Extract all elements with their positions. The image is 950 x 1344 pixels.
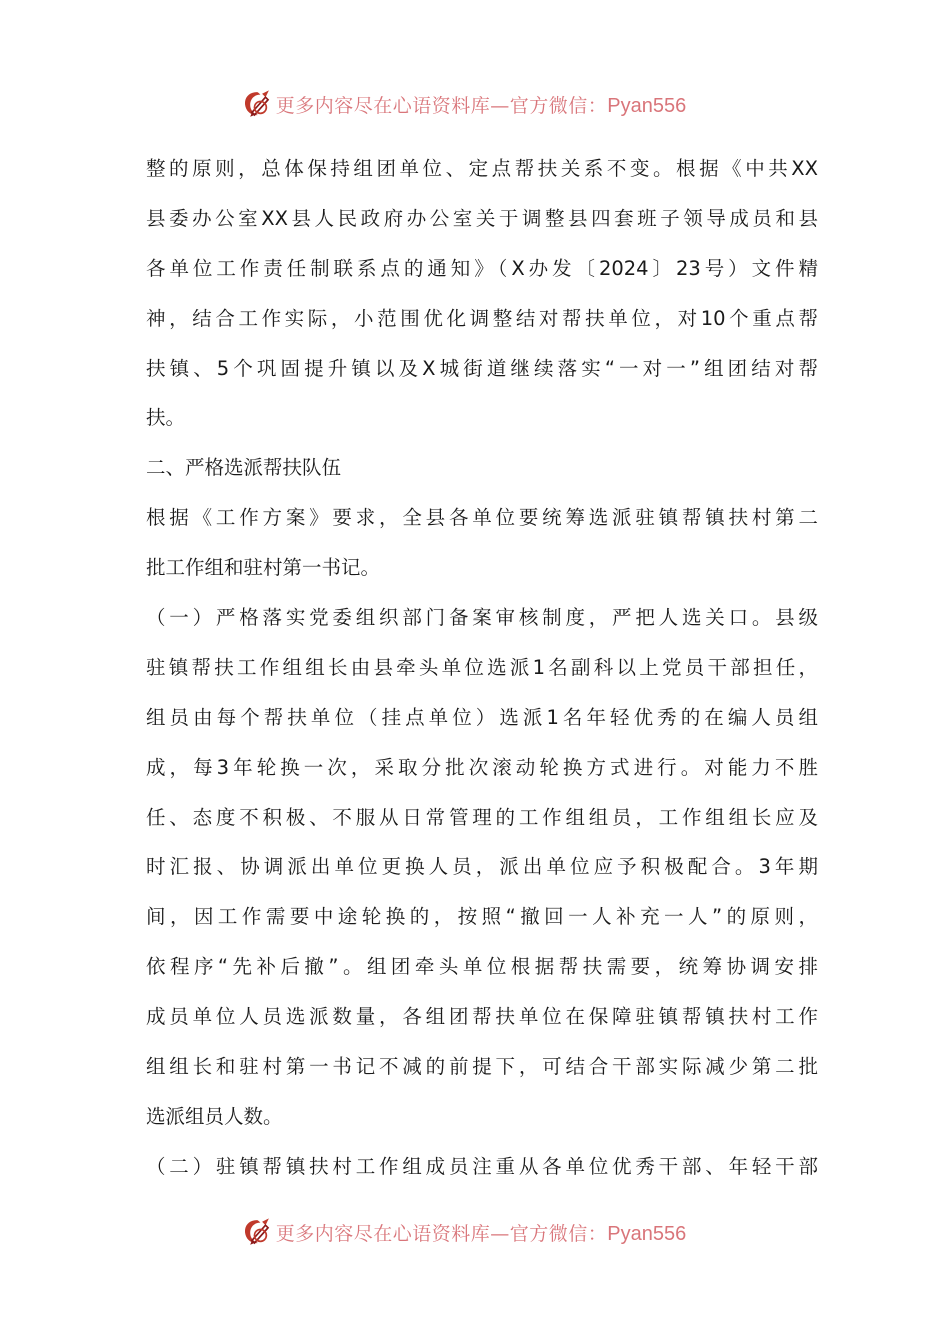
text-line: 时汇报、协调派出单位更换人员，派出单位应予积极配合。3年期 xyxy=(146,855,818,879)
text-line: 扶镇、5个巩固提升镇以及X城街道继续落实“一对一”组团结对帮 xyxy=(146,356,818,380)
text-line: 整的原则，总体保持组团单位、定点帮扶关系不变。根据《中共XX xyxy=(146,157,818,180)
text-line: 县委办公室XX县人民政府办公室关于调整县四套班子领导成员和县 xyxy=(146,206,818,230)
text-line: 任、态度不积极、不服从日常管理的工作组组员，工作组组长应及 xyxy=(146,805,818,829)
text-line: 扶。 xyxy=(146,406,186,430)
text-line: 驻镇帮扶工作组组长由县牵头单位选派1名副科以上党员干部担任， xyxy=(146,655,818,679)
wechat-id: Pyan556 xyxy=(607,1222,687,1245)
banner-text: 更多内容尽在心语资料库—官方微信：Pyan556 xyxy=(275,1222,687,1245)
text-line: 二、严格选派帮扶队伍 xyxy=(146,456,342,480)
text-line: 选派组员人数。 xyxy=(146,1104,283,1128)
text-line: 成员单位人员选派数量，各组团帮扶单位在保障驻镇帮镇扶村工作 xyxy=(146,1005,818,1029)
text-line: 各单位工作责任制联系点的通知》（X办发〔2024〕23号）文件精 xyxy=(146,256,818,280)
text-line: 批工作组和驻村第一书记。 xyxy=(146,556,381,580)
wechat-id: Pyan556 xyxy=(607,94,687,117)
pen-logo-icon xyxy=(240,87,274,121)
text-line: 间，因工作需要中途轮换的，按照“撤回一人补充一人”的原则， xyxy=(146,905,818,929)
header-banner xyxy=(0,84,950,124)
text-line: 组员由每个帮扶单位（挂点单位）选派1名年轻优秀的在编人员组 xyxy=(146,705,818,729)
text-line: 根据《工作方案》要求，全县各单位要统筹选派驻镇帮镇扶村第二 xyxy=(146,506,818,530)
banner-text: 更多内容尽在心语资料库—官方微信：Pyan556 xyxy=(275,94,687,117)
text-line: 依程序“先补后撤”。组团牵头单位根据帮扶需要，统筹协调安排 xyxy=(146,955,818,979)
text-line: 组组长和驻村第一书记不减的前提下，可结合干部实际减少第二批 xyxy=(146,1055,818,1079)
text-line: 成，每3年轮换一次，采取分批次滚动轮换方式进行。对能力不胜 xyxy=(146,755,818,779)
text-line: （二）驻镇帮镇扶村工作组成员注重从各单位优秀干部、年轻干部 xyxy=(146,1154,818,1178)
footer-banner xyxy=(0,1212,950,1252)
text-line: （一）严格落实党委组织部门备案审核制度，严把人选关口。县级 xyxy=(146,606,818,630)
text-line: 神，结合工作实际，小范围优化调整结对帮扶单位，对10个重点帮 xyxy=(146,306,818,330)
pen-logo-icon xyxy=(240,1215,274,1249)
document-body xyxy=(146,144,818,1192)
